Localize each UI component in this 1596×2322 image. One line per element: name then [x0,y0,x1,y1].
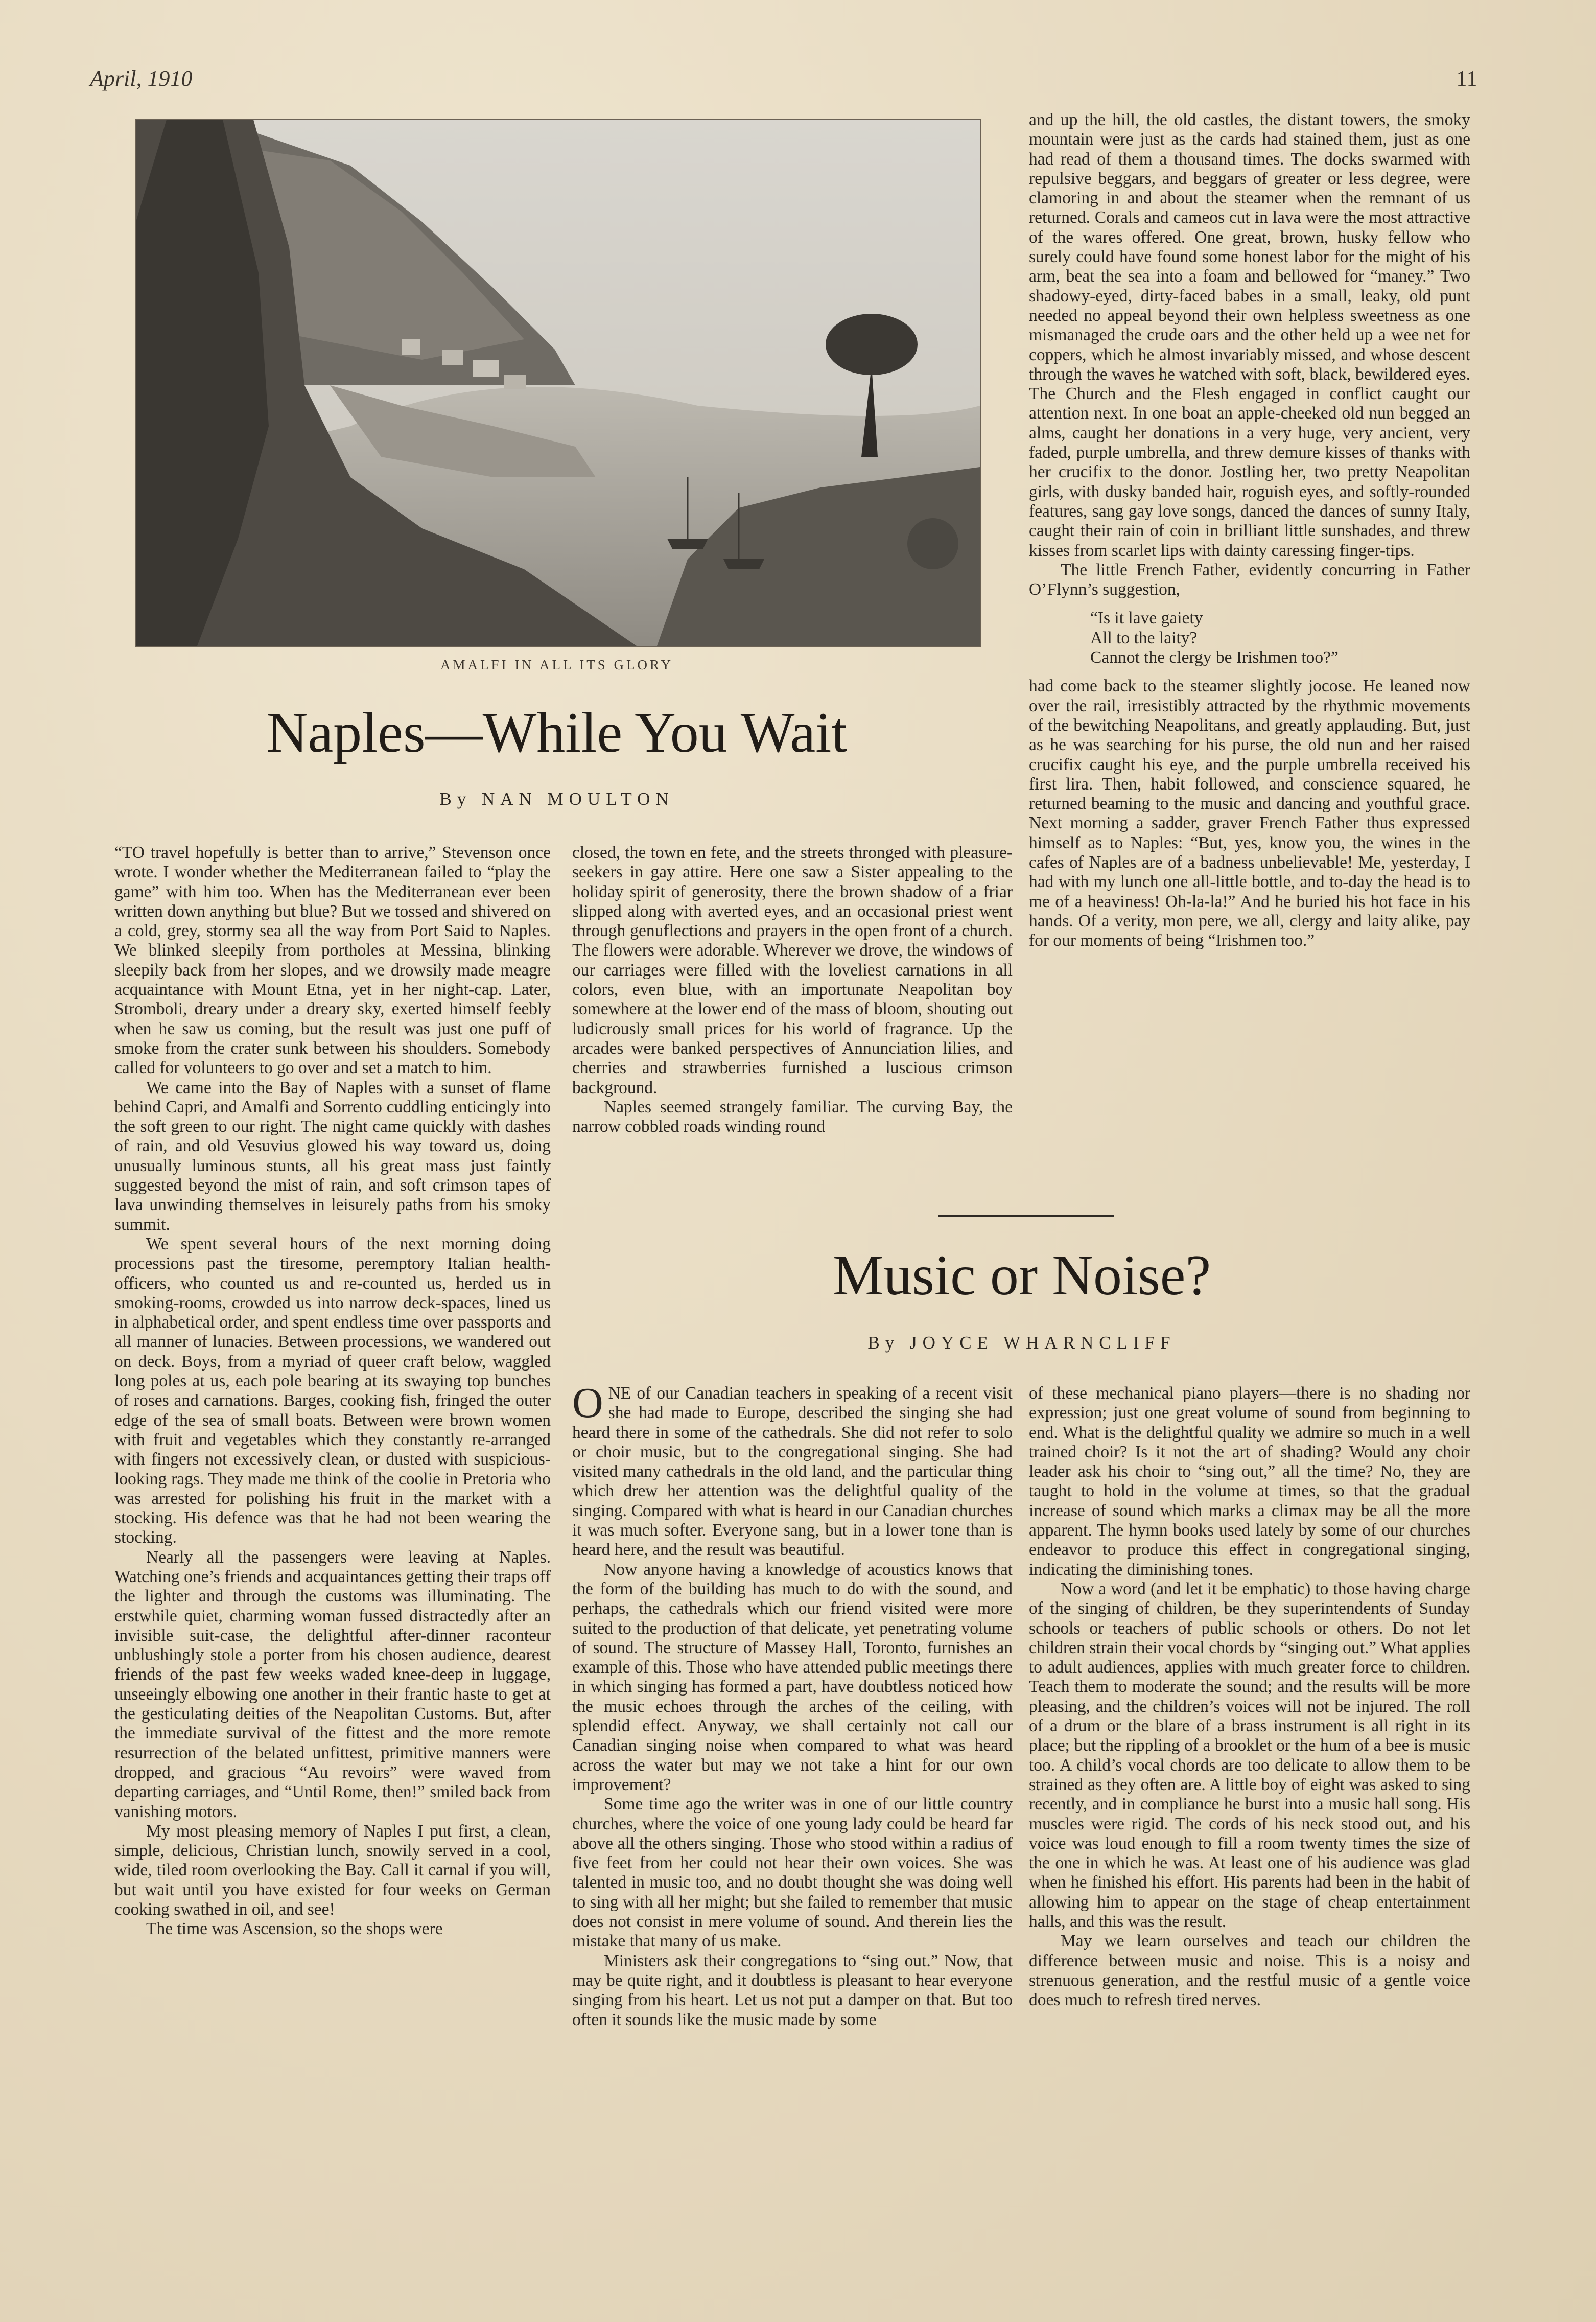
drop-cap: O [572,1384,603,1427]
verse-line: “Is it lave gaiety [1090,609,1203,628]
paragraph: had come back to the steamer slightly jocose. He leaned now over the rail, irresistibly attracted by the rhythmic movements of the bewitching Neapolitans, and greatly applauding. But, just as he was searching for his purse, the old nun and her raised crucifix caught his eye, and the purple umbrella received his first lira. Then, habit followed, and conscience squared, he returned beaming to the music and dancing and youthful grace. Next morning a sadder, graver French Father thus expressed himself as to Naples: “But, yes, know you, the wines in the cafes of Naples are of a badness unbelievable! Me, yesterday, I had with my lunch one all-little bottle, and to-day the head is to me of a heaviness! Oh-la-la!” And he buried his hot face in his hands. Of a verity, mon pere, we all, clergy and laity alike, pay for our moments of being “Irishmen too.” [1029,677,1470,950]
paragraph: Now anyone having a knowledge of acoustics knows that the form of the building has much to do with the sound, and perhaps, the cathedrals which our friend visited were more suited to the production of that delicate, yet penetrating volume of sound. The structure of Massey Hall, Toronto, furnishes an example of this. Those who have attended public meetings there in which singing has formed a part, have doubtless noticed how the music echoes through the arches of the ceiling, with splendid effect. Anyway, we shall certainly not call our Canadian singing noise when compared to what was heard across the water but may we not take a hint for our own improvement? [572,1560,1013,1794]
music-column-1 [572,1384,1013,2201]
paragraph: Naples seemed strangely familiar. The curving Bay, the narrow cobbled roads winding round [572,1097,1013,1136]
paragraph: My most pleasing memory of Naples I put first, a clean, simple, delicious, Christian lunch, snowily served in a cool, wide, tiled room overlooking the Bay. Call it carnal if you will, but wait until you have existed for four weeks on German cooking swathed in oil, and see! [114,1821,551,1919]
paragraph: “TO travel hopefully is better than to arrive,” Stevenson once wrote. I wonder whether the Mediterranean failed to “play the game” with him too. When has the Mediterranean ever been written down anything but blue? But we tossed and shivered on a cold, grey, stormy sea all the way from Port Said to Naples. We blinked sleepily from portholes at Messina, blinking sleepily back from her slopes, and we drowsily made meagre acquaintance with Mount Etna, yet in her night-cap. Later, Stromboli, dreary under a dreary sky, exerted himself feebly when he saw us coming, but the result was just one puff of smoke from the crater sunk between his shoulders. Somebody called for volunteers to go over and set a match to him. [114,843,551,1078]
paragraph: and up the hill, the old castles, the distant towers, the smoky mountain were just as the cards had stained them, just as one had read of them a thousand times. The docks swarmed with repulsive beggars, and beggars of greater or less degree, were clamoring in and about the steamer when the remnant of us returned. Corals and cameos cut in lava were the most attractive of the wares offered. One great, brown, husky fellow who surely could have found some honest labor for the might of his arm, beat the sea into a foam and bellowed for “maney.” Two shadowy-eyed, dirty-faced babes in a small, leaky, old punt needed no appeal beyond their own helpless sweetness as one mismanaged the crude oars and the other held up a wee net for coppers, which he almost invariably missed, and whose descent through the waves he watched with soft, black, bewildered eyes. The Church and the Flesh engaged in conflict caught our attention next. In one boat an apple-cheeked old nun begged an alms, caught her donations in a very huge, very ancient, very faded, purple umbrella, and threw demure kisses of thanks with her crucifix to the donor. Jostling her, two pretty Neapolitan girls, with dusky banded hair, roguish eyes, and softly-rounded features, sang gay love songs, danced the dances of sunny Italy, caught their rain of coin in brilliant little sunshades, and threw kisses from scarlet lips with dainty caressing finger-tips. [1029,110,1470,560]
music-column-2 [1029,1384,1470,2201]
verse-line: Cannot the clergy be Irishmen too?” [1090,648,1339,667]
paragraph: We spent several hours of the next morning doing processions past the tiresome, peremptory Italian health-officers, who counted us and re-counted us, herded us in smoking-rooms, crowded us into narrow deck-spaces, lined us in alphabetical order, and spent endless time over passports and all manner of lunacies. Between processions, we wandered out on deck. Boys, from a myriad of queer craft below, waggled long poles at us, each pole bearing at its swaying top bunches of roses and carnations. Barges, cooking fish, fringed the outer edge of the sea of small boats. Between were brown women with fruit and vegetables which they constantly re-arranged with fingers not excessively clean, or dusted with suspicious-looking rags. They made me think of the coolie in Pretoria who was arrested for polishing his fruit in the market with a stocking. His defence was that he had not been wearing the stocking. [114,1234,551,1547]
verse-line: All to the laity? [1090,628,1198,647]
photo-caption: AMALFI IN ALL ITS GLORY [440,657,673,672]
naples-column-1 [114,843,551,2197]
naples-column-3 [1029,110,1470,1214]
paragraph: Nearly all the passengers were leaving at Naples. Watching one’s friends and acquaintances getting their traps off the lighter and through the customs was illuminating. The erstwhile quiet, charming woman fussed distractedly after an invisible suit-case, the delightful after-dinner raconteur unblushingly stole a porter from his chosen audience, dearest friends of the past few weeks waded knee-deep in luggage, unseeingly elbowing one another in their frantic haste to get at the gesticulating deities of the Neapolitan Customs. But, after the immediate survival of the fittest and the more remote resurrection of the belated unfittest, primitive manners were dropped, and gracious “Au revoirs” were waved from departing carriages, and “Until Rome, then!” smiled back from vanishing motors. [114,1547,551,1821]
verse-quote [1029,609,1470,667]
paragraph: The little French Father, evidently concurring in Father O’Flynn’s suggestion, [1029,560,1470,599]
page-number: 11 [1456,66,1478,91]
amalfi-photo [135,119,981,647]
paragraph: The time was Ascension, so the shops were [146,1919,443,1939]
byline-joyce-wharncliff: By JOYCE WHARNCLIFF [867,1333,1176,1353]
paragraph [572,1384,1013,1560]
paragraph-text: NE of our Canadian teachers in speaking of a recent visit she had made to Europe, described the singing she had heard there in some of the cathedrals. She did not refer to solo or choir music, but to the congregational singing. She had visited many cathedrals in the old land, and the particular thing which drew her attention was the delightful quality of the singing. Compared with what is heard in our Canadian churches it was much softer. Everyone sang, but in a lower tone than is heard here, and the result was beautiful. [572,1384,1013,1560]
naples-column-2 [572,843,1013,1191]
paragraph: Now a word (and let it be emphatic) to those having charge of the singing of children, be they superintendents of Sunday schools or teachers of public schools or others. Do not let children strain their vocal chords by “singing out.” What applies to adult audiences, applies with much greater force to children. Teach them to moderate the sound; and the results will be more pleasing, and the children’s voices will not be injured. The roll of a drum or the blare of a brass instrument is all right in its place; but the rippling of a brooklet or the hum of a bee is music too. A child’s vocal chords are too delicate to allow them to be strained as they often are. A little boy of eight was asked to sing recently, and in compliance he burst into a music hall song. His muscles were rigid. The cords of his neck stood out, and his voice was loud enough to fill a room twenty times the size of the one in which he was. At least one of his audience was glad when he finished his effort. His parents had been in the habit of allowing him to appear on the stage of cheap entertainment halls, and this was the result. [1029,1579,1470,1932]
paragraph: May we learn ourselves and teach our children the difference between music and noise. This is a noisy and strenuous generation, and the restful music of a gentle voice does much to refresh tired nerves. [1029,1932,1470,2010]
paragraph: of these mechanical piano players—there is no shading nor expression; just one great volume of sound from beginning to end. What is the delightful quality we admire so much in a well trained choir? Is it not the art of shading? Would any choir leader ask his choir to “sing out,” all the time? No, they are taught to hold in the volume at times, so that the gradual increase of sound which marks a climax may be all the more apparent. The hymn books used lately by some of our churches endeavor to produce this effect in congregational singing, indicating the diminishing tones. [1029,1384,1470,1579]
paragraph: Ministers ask their congregations to “sing out.” Now, that may be quite right, and it doubtless is pleasant to hear everyone singing from his heart. Let us not put a damper on that. But too often it sounds like the music made by some [572,1951,1013,2029]
paragraph: We came into the Bay of Naples with a sunset of flame behind Capri, and Amalfi and Sorrento cuddling enticingly into the soft green to our right. The night came quickly with dashes of rain, and old Vesuvius glowed his way toward us, doing unusually luminous stunts, all his great mass just faintly suggested beyond the mist of rain, and soft crimson tapes of lava unwinding themselves in leisurely paths from his smoky summit. [114,1078,551,1234]
section-divider [938,1215,1114,1217]
article-title-music: Music or Noise? [832,1244,1211,1307]
paragraph: Some time ago the writer was in one of our little country churches, where the voice of one young lady could be heard far above all the others singing. Those who stood within a radius of five feet from her could not hear their own voices. She was talented in music too, and no doubt thought she was doing well to sing with all her might; but she failed to remember that music does not consist in mere volume of sound. And therein lies the mistake that many of us make. [572,1795,1013,1951]
page-date: April, 1910 [90,66,193,91]
article-title-naples: Naples—While You Wait [266,701,848,764]
byline-nan-moulton: By NAN MOULTON [439,789,674,809]
paragraph: closed, the town en fete, and the streets thronged with pleasure-seekers in gay attire. Here one saw a Sister appealing to the holiday spirit of generosity, there the brown shadow of a friar slipped along with averted eyes, and an occasional priest went through genuflections and prayers in the open front of a church. The flowers were adorable. Wherever we drove, the windows of our carriages were filled with the loveliest carnations in all colors, even blue, with an importunate Neapolitan boy somewhere at the lower end of the mass of bloom, shouting out ludicrously small prices for his world of fragrance. Up the arcades were banked perspectives of Annunciation lilies, and cherries and strawberries furnished a luscious crimson background. [572,843,1013,1097]
